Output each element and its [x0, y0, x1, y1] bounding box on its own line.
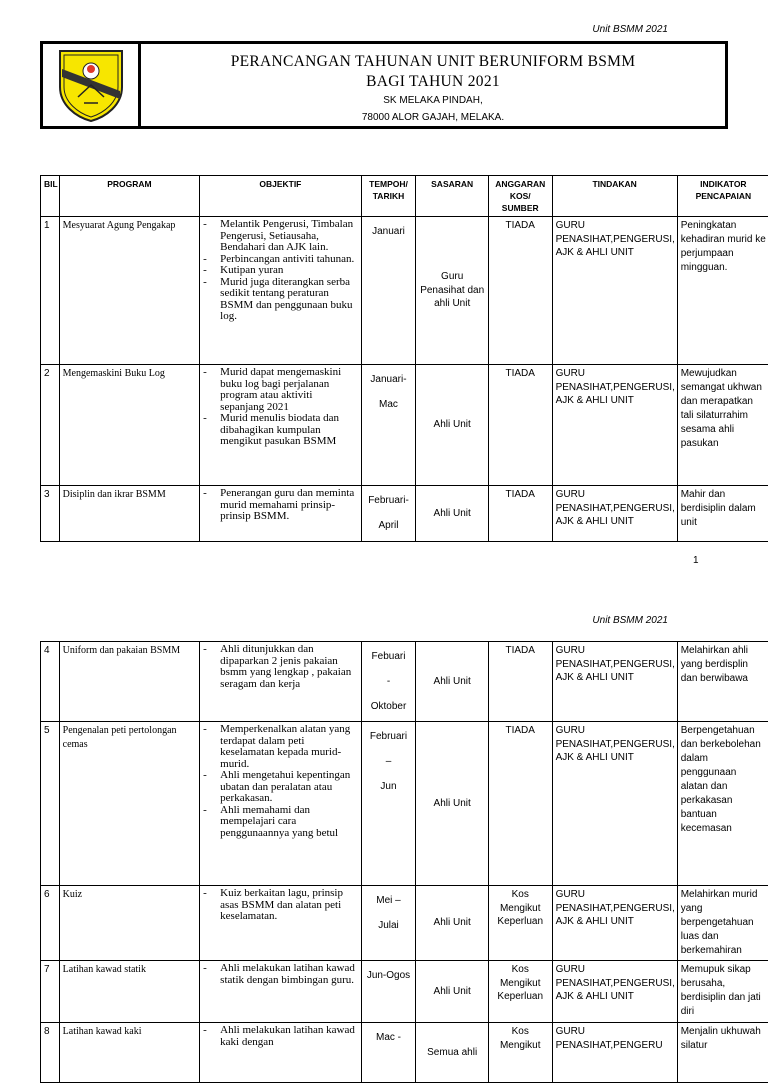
cell-bil-text: 2	[44, 367, 56, 381]
page-number: 1	[693, 555, 699, 566]
objektif-text: Kuiz berkaitan lagu, prinsip asas BSMM dan alatan peti keselamatan.	[220, 888, 357, 923]
dash-icon: -	[203, 805, 220, 840]
cell-program	[59, 1023, 200, 1083]
cell-tindakan	[552, 486, 677, 542]
cell-tindakan	[552, 1023, 677, 1083]
objektif-item	[203, 770, 357, 805]
objektif-item	[203, 888, 357, 923]
school-address: 78000 ALOR GAJAH, MELAKA.	[141, 109, 725, 126]
cell-indikator-text: Memupuk sikap berusaha, berdisiplin dan jati diri	[681, 963, 766, 1019]
cell-tempoh-text: Februari- April	[365, 488, 413, 538]
column-header-tempoh: TEMPOH/ TARIKH	[361, 176, 416, 217]
objektif-text: Ahli melakukan latihan kawad kaki dengan	[220, 1025, 357, 1048]
cell-indikator-text: Peningkatan kehadiran murid ke perjumpaan mingguan.	[681, 219, 766, 275]
dash-icon: -	[203, 963, 220, 986]
column-header-kos: ANGGARAN KOS/ SUMBER	[488, 176, 552, 217]
table-row	[41, 722, 768, 886]
objektif-text: Kutipan yuran	[220, 265, 283, 277]
objektif-list	[203, 219, 357, 323]
cell-program-text: Latihan kawad kaki	[63, 1025, 197, 1039]
dash-icon: -	[203, 488, 220, 523]
column-header-program: PROGRAM	[59, 176, 200, 217]
cell-program	[59, 642, 200, 722]
cell-objektif	[200, 961, 361, 1023]
dash-icon: -	[203, 367, 220, 413]
cell-indikator-text: Berpengetahuan dan berkebolehan dalam penggunaan alatan dan perkakasan bantuan kecemasan	[681, 724, 766, 836]
cell-bil	[41, 365, 60, 486]
cell-bil	[41, 642, 60, 722]
objektif-text: Memperkenalkan alatan yang terdapat dalam peti keselamatan kepada murid-murid.	[220, 724, 357, 770]
school-crest-icon	[56, 47, 126, 123]
cell-kos	[488, 217, 552, 365]
cell-tindakan-text: GURU PENASIHAT,PENGERUSI, AJK & AHLI UNIT	[556, 644, 674, 685]
title-block	[141, 44, 725, 126]
cell-bil	[41, 886, 60, 961]
cell-objektif	[200, 642, 361, 722]
cell-objektif	[200, 217, 361, 365]
objektif-text: Ahli melakukan latihan kawad statik dengan bimbingan guru.	[220, 963, 357, 986]
cell-bil	[41, 961, 60, 1023]
cell-tempoh	[361, 722, 416, 886]
cell-sasaran	[416, 486, 488, 542]
cell-program	[59, 217, 200, 365]
school-name: SK MELAKA PINDAH,	[141, 92, 725, 109]
dash-icon: -	[203, 724, 220, 770]
cell-kos-text: TIADA	[492, 367, 549, 381]
table-row	[41, 217, 768, 365]
table-body	[41, 642, 768, 1083]
cell-indikator	[677, 486, 768, 542]
cell-indikator-text: Melahirkan ahli yang berdisplin dan berwibawa	[681, 644, 766, 686]
cell-tindakan-text: GURU PENASIHAT,PENGERUSI, AJK & AHLI UNIT	[556, 888, 674, 929]
cell-indikator-text: Melahirkan murid yang berpengetahuan luas dan berkemahiran	[681, 888, 766, 958]
objektif-item	[203, 367, 357, 413]
column-header-sasaran: SASARAN	[416, 176, 488, 217]
cell-tindakan-text: GURU PENASIHAT,PENGERU	[556, 1025, 674, 1052]
cell-kos	[488, 722, 552, 886]
cell-program-text: Uniform dan pakaian BSMM	[63, 644, 197, 658]
cell-kos	[488, 961, 552, 1023]
cell-kos-text: Kos Mengikut	[492, 1025, 549, 1052]
cell-bil-text: 6	[44, 888, 56, 902]
cell-tempoh-text: Mac -	[365, 1025, 413, 1050]
cell-kos-text: TIADA	[492, 724, 549, 738]
objektif-item	[203, 724, 357, 770]
dash-icon: -	[203, 254, 220, 266]
dash-icon: -	[203, 770, 220, 805]
cell-sasaran	[416, 722, 488, 886]
cell-bil-text: 1	[44, 219, 56, 233]
cell-kos	[488, 365, 552, 486]
cell-program-text: Kuiz	[63, 888, 197, 902]
objektif-list	[203, 1025, 357, 1048]
document-subtitle: BAGI TAHUN 2021	[141, 72, 725, 92]
table-row	[41, 365, 768, 486]
cell-program	[59, 365, 200, 486]
cell-program-text: Disiplin dan ikrar BSMM	[63, 488, 197, 502]
letterhead	[40, 41, 728, 129]
objektif-text: Murid juga diterangkan serba sedikit tentang peraturan BSMM dan penggunaan buku log.	[220, 277, 357, 323]
cell-kos	[488, 1023, 552, 1083]
running-head: Unit BSMM 2021	[592, 615, 668, 626]
cell-tindakan-text: GURU PENASIHAT,PENGERUSI, AJK & AHLI UNIT	[556, 219, 674, 260]
cell-objektif	[200, 365, 361, 486]
cell-bil	[41, 1023, 60, 1083]
column-header-tindakan: TINDAKAN	[552, 176, 677, 217]
objektif-text: Perbincangan antiviti tahunan.	[220, 254, 354, 266]
objektif-item	[203, 265, 357, 277]
objektif-list	[203, 888, 357, 923]
cell-indikator	[677, 961, 768, 1023]
cell-tempoh	[361, 1023, 416, 1083]
cell-indikator	[677, 722, 768, 886]
cell-tindakan	[552, 722, 677, 886]
cell-sasaran-text: Semua ahli	[419, 1046, 484, 1060]
cell-bil-text: 5	[44, 724, 56, 738]
running-head: Unit BSMM 2021	[592, 24, 668, 35]
table-body	[41, 217, 768, 542]
cell-indikator	[677, 1023, 768, 1083]
cell-tempoh-text: Februari – Jun	[365, 724, 413, 799]
cell-bil-text: 4	[44, 644, 56, 658]
cell-kos-text: TIADA	[492, 644, 549, 658]
cell-sasaran	[416, 961, 488, 1023]
cell-kos-text: TIADA	[492, 488, 549, 502]
cell-tempoh	[361, 365, 416, 486]
cell-sasaran	[416, 1023, 488, 1083]
dash-icon: -	[203, 265, 220, 277]
cell-kos-text: TIADA	[492, 219, 549, 233]
cell-sasaran-text: Guru Penasihat dan ahli Unit	[419, 270, 484, 311]
cell-objektif	[200, 722, 361, 886]
cell-kos	[488, 886, 552, 961]
objektif-text: Ahli memahami dan mempelajari cara penggunaannya yang betul	[220, 805, 357, 840]
plan-table-page-1	[40, 175, 768, 542]
cell-bil	[41, 722, 60, 886]
cell-kos-text: Kos Mengikut Keperluan	[492, 963, 549, 1004]
cell-bil-text: 3	[44, 488, 56, 502]
cell-objektif	[200, 1023, 361, 1083]
cell-bil	[41, 217, 60, 365]
cell-program	[59, 886, 200, 961]
objektif-list	[203, 724, 357, 839]
objektif-item	[203, 277, 357, 323]
plan-table-page-2	[40, 641, 768, 1083]
cell-indikator-text: Mewujudkan semangat ukhwan dan merapatkan tali silaturrahim sesama ahli pasukan	[681, 367, 766, 451]
cell-program-text: Mengemaskini Buku Log	[63, 367, 197, 381]
table-row	[41, 642, 768, 722]
cell-tempoh-text: Januari	[365, 219, 413, 244]
objektif-item	[203, 488, 357, 523]
objektif-text: Melantik Pengerusi, Timbalan Pengerusi, Setiausaha, Bendahari dan AJK lain.	[220, 219, 357, 254]
objektif-list	[203, 488, 357, 523]
dash-icon: -	[203, 644, 220, 690]
cell-tempoh-text: Januari- Mac	[365, 367, 413, 417]
table-row	[41, 961, 768, 1023]
cell-sasaran	[416, 217, 488, 365]
cell-indikator	[677, 642, 768, 722]
cell-tindakan	[552, 886, 677, 961]
cell-program-text: Mesyuarat Agung Pengakap	[63, 219, 197, 233]
objektif-list	[203, 367, 357, 448]
cell-indikator	[677, 217, 768, 365]
cell-sasaran-text: Ahli Unit	[419, 507, 484, 521]
cell-tindakan-text: GURU PENASIHAT,PENGERUSI, AJK & AHLI UNIT	[556, 724, 674, 765]
objektif-item	[203, 413, 357, 448]
cell-sasaran-text: Ahli Unit	[419, 985, 484, 999]
cell-objektif	[200, 886, 361, 961]
objektif-text: Ahli mengetahui kepentingan ubatan dan peralatan atau perkakasan.	[220, 770, 357, 805]
cell-indikator	[677, 365, 768, 486]
cell-tempoh-text: Mei – Julai	[365, 888, 413, 938]
dash-icon: -	[203, 219, 220, 254]
cell-tindakan	[552, 365, 677, 486]
objektif-item	[203, 219, 357, 254]
cell-tindakan	[552, 961, 677, 1023]
cell-sasaran-text: Ahli Unit	[419, 675, 484, 689]
objektif-text: Murid dapat mengemaskini buku log bagi perjalanan program atau aktiviti sepanjang 2021	[220, 367, 357, 413]
cell-tempoh-text: Jun-Ogos	[365, 963, 413, 988]
column-header-indikator: INDIKATOR PENCAPAIAN	[677, 176, 768, 217]
objektif-item	[203, 644, 357, 690]
dash-icon: -	[203, 413, 220, 448]
table-row	[41, 486, 768, 542]
cell-tindakan-text: GURU PENASIHAT,PENGERUSI, AJK & AHLI UNIT	[556, 488, 674, 529]
cell-program	[59, 486, 200, 542]
table-row	[41, 886, 768, 961]
cell-sasaran	[416, 642, 488, 722]
objektif-list	[203, 644, 357, 690]
cell-program-text: Pengenalan peti pertolongan cemas	[63, 724, 197, 751]
cell-kos-text: Kos Mengikut Keperluan	[492, 888, 549, 929]
cell-program-text: Latihan kawad statik	[63, 963, 197, 977]
cell-bil-text: 7	[44, 963, 56, 977]
objektif-item	[203, 805, 357, 840]
cell-sasaran-text: Ahli Unit	[419, 916, 484, 930]
cell-kos	[488, 642, 552, 722]
cell-tindakan	[552, 642, 677, 722]
cell-objektif	[200, 486, 361, 542]
dash-icon: -	[203, 888, 220, 923]
objektif-text: Ahli ditunjukkan dan dipaparkan 2 jenis pakaian bsmm yang lengkap , pakaian seragam dan kerja	[220, 644, 357, 690]
cell-tindakan	[552, 217, 677, 365]
document-title: PERANCANGAN TAHUNAN UNIT BERUNIFORM BSMM	[141, 52, 725, 72]
cell-tempoh	[361, 886, 416, 961]
cell-tempoh-text: Febuari - Oktober	[365, 644, 413, 719]
cell-indikator-text: Menjalin ukhuwah silatur	[681, 1025, 766, 1053]
cell-tindakan-text: GURU PENASIHAT,PENGERUSI, AJK & AHLI UNIT	[556, 963, 674, 1004]
objektif-list	[203, 963, 357, 986]
cell-sasaran-text: Ahli Unit	[419, 418, 484, 432]
dash-icon: -	[203, 1025, 220, 1048]
cell-sasaran	[416, 365, 488, 486]
cell-indikator-text: Mahir dan berdisiplin dalam unit	[681, 488, 766, 530]
objektif-text: Penerangan guru dan meminta murid memahami prinsip-prinsip BSMM.	[220, 488, 357, 523]
logo-cell	[43, 44, 141, 126]
objektif-item	[203, 963, 357, 986]
column-header-objektif: OBJEKTIF	[200, 176, 361, 217]
cell-tempoh	[361, 961, 416, 1023]
cell-bil-text: 8	[44, 1025, 56, 1039]
cell-indikator	[677, 886, 768, 961]
objektif-text: Murid menulis biodata dan dibahagikan kumpulan mengikut pasukan BSMM	[220, 413, 357, 448]
dash-icon: -	[203, 277, 220, 323]
cell-sasaran-text: Ahli Unit	[419, 797, 484, 811]
cell-bil	[41, 486, 60, 542]
table-row	[41, 1023, 768, 1083]
cell-kos	[488, 486, 552, 542]
cell-tempoh	[361, 642, 416, 722]
cell-program	[59, 961, 200, 1023]
cell-sasaran	[416, 886, 488, 961]
cell-program	[59, 722, 200, 886]
objektif-item	[203, 1025, 357, 1048]
column-header-bil: BIL	[41, 176, 60, 217]
cell-tempoh	[361, 486, 416, 542]
cell-tempoh	[361, 217, 416, 365]
cell-tindakan-text: GURU PENASIHAT,PENGERUSI, AJK & AHLI UNIT	[556, 367, 674, 408]
